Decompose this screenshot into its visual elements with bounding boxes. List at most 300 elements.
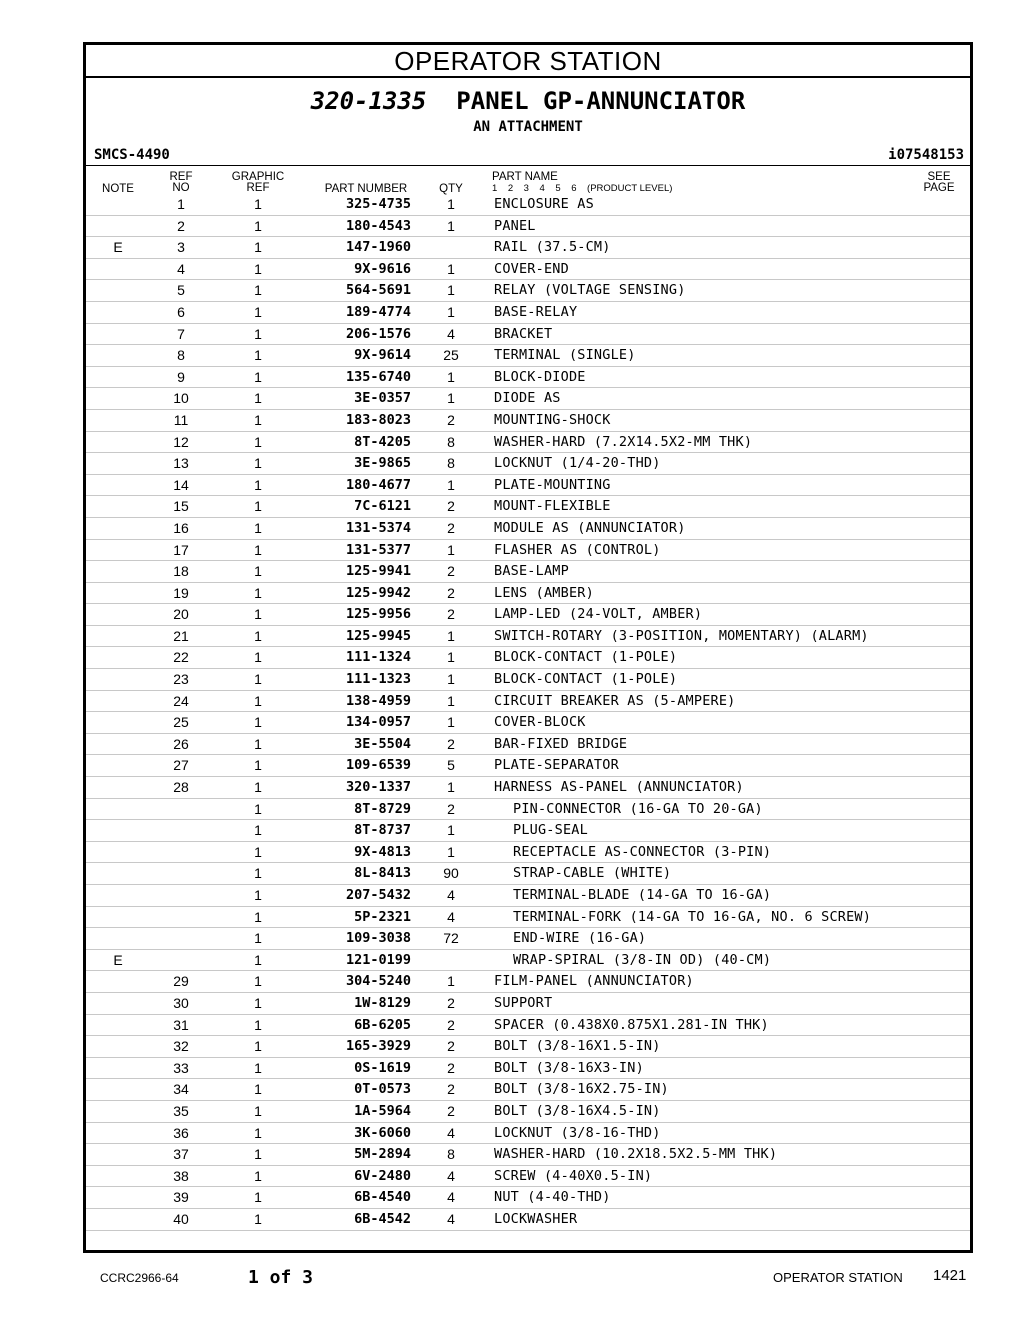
table-row [86,280,970,302]
qty-cell: 2 [447,498,455,515]
part-name-cell: FLASHER AS (CONTROL) [494,541,661,558]
graphic-ref-cell: 1 [254,217,262,234]
part-number-cell: 564-5691 [345,282,411,299]
ref-no-cell: 30 [173,994,189,1011]
graphic-ref-cell: 1 [254,627,262,644]
table-row [86,626,970,648]
part-name-cell: LENS (AMBER) [494,584,594,601]
table-row [86,345,970,367]
table-row [86,1166,970,1188]
part-number-cell: 9X-9614 [354,347,411,364]
part-name-cell: SPACER (0.438X0.875X1.281-IN THK) [494,1016,769,1033]
group-subtitle: AN ATTACHMENT [473,119,583,135]
part-number-cell: 0S-1619 [354,1059,411,1076]
part-name-cell: PLATE-SEPARATOR [494,757,619,774]
ref-no-cell: 2 [177,217,185,234]
table-row [86,1079,970,1101]
graphic-ref-cell: 1 [254,260,262,277]
qty-cell: 1 [447,196,455,212]
qty-cell: 4 [447,1124,455,1141]
part-number-cell: 121-0199 [345,951,411,968]
graphic-ref-cell: 1 [254,325,262,342]
graphic-ref-cell: 1 [254,951,262,968]
qty-cell: 8 [447,1146,455,1163]
qty-cell: 72 [443,930,459,947]
ref-no-cell: 38 [173,1167,189,1184]
table-row [86,691,970,713]
graphic-ref-cell: 1 [254,714,262,731]
qty-cell: 4 [447,1210,455,1227]
group-name: PANEL GP-ANNUNCIATOR [456,87,746,115]
part-number-cell: 8T-8737 [354,822,411,839]
part-name-cell: TERMINAL-BLADE (14-GA TO 16-GA) [513,887,772,903]
part-number-cell: 1W-8129 [354,994,411,1011]
graphic-ref-cell: 1 [254,735,262,752]
table-row [86,820,970,842]
part-number-cell: 134-0957 [345,714,411,731]
ref-no-cell: 39 [173,1189,189,1206]
qty-cell: 2 [447,735,455,752]
graphic-ref-cell: 1 [254,843,262,860]
part-number-cell: 8T-4205 [354,433,411,450]
table-row [86,237,970,259]
graphic-ref-cell: 1 [254,930,262,947]
part-name-cell: BOLT (3/8-16X4.5-IN) [494,1102,661,1119]
footer-page-indicator: 1 of 3 [248,1267,314,1288]
qty-cell: 1 [447,843,455,860]
qty-cell: 2 [447,800,455,817]
part-number-cell: 3E-5504 [354,735,411,752]
qty-cell: 25 [443,347,459,364]
qty-cell: 4 [447,887,455,903]
part-name-cell: END-WIRE (16-GA) [513,930,647,947]
graphic-ref-cell: 1 [254,757,262,774]
table-row [86,604,970,626]
qty-cell: 1 [447,671,455,688]
graphic-ref-cell: 1 [254,692,262,709]
graphic-ref-cell: 1 [254,347,262,364]
part-number-cell: 8L-8413 [354,865,411,882]
ref-no-cell: 17 [173,541,189,558]
graphic-ref-cell: 1 [254,1038,262,1055]
part-number-cell: 325-4735 [345,196,411,212]
qty-cell: 1 [447,217,455,234]
graphic-ref-cell: 1 [254,519,262,536]
table-row [86,259,970,281]
part-number-cell: 1A-5964 [354,1102,411,1119]
part-number-cell: 3E-9865 [354,455,411,472]
graphic-ref-cell: 1 [254,908,262,925]
table-row [86,583,970,605]
part-number-cell: 6B-4542 [354,1210,411,1227]
ref-no-cell: 13 [173,455,189,472]
part-name-cell: LOCKNUT (3/8-16-THD) [494,1124,661,1141]
table-row [86,799,970,821]
table-row [86,928,970,950]
header-see-line2: PAGE [923,182,955,194]
qty-cell: 2 [447,1016,455,1033]
part-number-cell: 183-8023 [345,411,411,428]
ref-no-cell: 6 [177,303,185,320]
note-cell: E [113,951,123,968]
header-ref-line1: REF [169,171,193,183]
part-number-cell: 131-5377 [345,541,411,558]
part-name-cell: LOCKWASHER [494,1210,578,1227]
table-row [86,1144,970,1166]
ref-no-cell: 26 [173,735,189,752]
part-name-cell: PIN-CONNECTOR (16-GA TO 20-GA) [513,800,763,817]
ref-no-cell: 25 [173,714,189,731]
table-row [86,885,970,907]
ref-no-cell: 29 [173,973,189,990]
part-number-cell: 180-4543 [345,217,411,234]
part-name-cell: NUT (4-40-THD) [494,1189,611,1206]
graphic-ref-cell: 1 [254,671,262,688]
footer-doc-code: CCRC2966-64 [100,1271,179,1285]
part-name-cell: MOUNTING-SHOCK [494,411,611,428]
table-row [86,324,970,346]
ref-no-cell: 22 [173,649,189,666]
part-name-cell: SWITCH-ROTARY (3-POSITION, MOMENTARY) (ALARM) [494,627,869,644]
part-name-cell: ENCLOSURE AS [494,196,594,212]
part-name-cell: WRAP-SPIRAL (3/8-IN OD) (40-CM) [513,951,772,968]
graphic-ref-cell: 1 [254,1146,262,1163]
graphic-ref-cell: 1 [254,541,262,558]
qty-cell: 8 [447,455,455,472]
graphic-ref-cell: 1 [254,649,262,666]
graphic-ref-cell: 1 [254,196,262,212]
part-number-cell: 180-4677 [345,476,411,493]
graphic-ref-cell: 1 [254,303,262,320]
part-name-cell: BAR-FIXED BRIDGE [494,735,628,752]
header-note: NOTE [102,183,134,195]
graphic-ref-cell: 1 [254,1016,262,1033]
table-row [86,1036,970,1058]
ref-no-cell: 24 [173,692,189,709]
graphic-ref-cell: 1 [254,1102,262,1119]
ref-no-cell: 36 [173,1124,189,1141]
part-name-cell: TERMINAL (SINGLE) [494,347,636,364]
table-row [86,1123,970,1145]
part-name-cell: STRAP-CABLE (WHITE) [513,865,672,882]
table-row [86,842,970,864]
part-name-cell: BLOCK-DIODE [494,368,586,385]
part-name-cell: BLOCK-CONTACT (1-POLE) [494,671,678,688]
qty-cell: 1 [447,627,455,644]
part-name-cell: WASHER-HARD (7.2X14.5X2-MM THK) [494,433,753,450]
qty-cell: 5 [447,757,455,774]
graphic-ref-cell: 1 [254,822,262,839]
part-number-cell: 0T-0573 [354,1081,411,1098]
header-graphic-line2: REF [246,182,270,194]
part-name-cell: RECEPTACLE AS-CONNECTOR (3-PIN) [513,843,772,860]
qty-cell: 1 [447,303,455,320]
part-name-cell: PANEL [494,217,536,234]
part-number-cell: 165-3929 [345,1038,411,1055]
header-graphic-line1: GRAPHIC [231,171,285,183]
table-row [86,669,970,691]
ref-no-cell: 9 [177,368,185,385]
graphic-ref-cell: 1 [254,606,262,623]
part-name-cell: RELAY (VOLTAGE SENSING) [494,282,686,299]
graphic-ref-cell: 1 [254,865,262,882]
ref-no-cell: 3 [177,239,185,256]
part-number-cell: 125-9941 [345,563,411,580]
part-number-cell: 111-1324 [345,649,411,666]
graphic-ref-cell: 1 [254,390,262,407]
graphic-ref-cell: 1 [254,282,262,299]
part-name-cell: SUPPORT [494,994,553,1011]
ref-no-cell: 10 [173,390,189,407]
header-product-levels: 1 2 3 4 5 6 (PRODUCT LEVEL) [492,183,673,194]
graphic-ref-cell: 1 [254,800,262,817]
table-row [86,907,970,929]
graphic-ref-cell: 1 [254,1081,262,1098]
qty-cell: 4 [447,1167,455,1184]
table-row [86,971,970,993]
part-name-cell: BOLT (3/8-16X1.5-IN) [494,1038,661,1055]
ref-no-cell: 28 [173,779,189,796]
part-number-cell: 125-9942 [345,584,411,601]
graphic-ref-cell: 1 [254,455,262,472]
part-name-cell: PLUG-SEAL [513,822,588,839]
ref-no-cell: 32 [173,1038,189,1055]
table-row [86,496,970,518]
part-number-cell: 147-1960 [345,239,411,256]
footer-section-name: OPERATOR STATION [773,1270,903,1285]
qty-cell: 4 [447,908,455,925]
graphic-ref-cell: 1 [254,563,262,580]
qty-cell: 1 [447,390,455,407]
graphic-ref-cell: 1 [254,994,262,1011]
part-number-cell: 8T-8729 [354,800,411,817]
graphic-ref-cell: 1 [254,973,262,990]
part-number-cell: 6B-6205 [354,1016,411,1033]
note-cell: E [113,239,123,256]
header-part-number: PART NUMBER [324,183,408,195]
ref-no-cell: 4 [177,260,185,277]
qty-cell: 1 [447,368,455,385]
smcs-code: SMCS-4490 [94,147,170,163]
table-row [86,561,970,583]
graphic-ref-cell: 1 [254,1124,262,1141]
part-name-cell: MOUNT-FLEXIBLE [494,498,611,515]
part-number-cell: 109-3038 [345,930,411,947]
qty-cell: 1 [447,779,455,796]
ref-no-cell: 14 [173,476,189,493]
table-row [86,777,970,799]
qty-cell: 8 [447,433,455,450]
graphic-ref-cell: 1 [254,779,262,796]
header-part-name: PART NAME [492,171,558,183]
part-number-cell: 7C-6121 [354,498,411,515]
graphic-ref-cell: 1 [254,1189,262,1206]
qty-cell: 1 [447,973,455,990]
part-name-cell: COVER-END [494,260,569,277]
table-row [86,367,970,389]
table-row [86,410,970,432]
table-row [86,475,970,497]
ref-no-cell: 31 [173,1016,189,1033]
ref-no-cell: 35 [173,1102,189,1119]
table-row [86,388,970,410]
qty-cell: 2 [447,606,455,623]
part-number-cell: 6B-4540 [354,1189,411,1206]
ref-no-cell: 11 [173,411,189,428]
part-name-cell: HARNESS AS-PANEL (ANNUNCIATOR) [494,779,744,796]
table-row [86,540,970,562]
table-row [86,863,970,885]
table-row [86,194,970,216]
parts-list-frame [83,42,973,1253]
header-graphic-ref [228,172,288,194]
graphic-ref-cell: 1 [254,584,262,601]
part-name-cell: CIRCUIT BREAKER AS (5-AMPERE) [494,692,736,709]
parts-table [86,194,970,1231]
qty-cell: 1 [447,714,455,731]
graphic-ref-cell: 1 [254,1210,262,1227]
table-row [86,1058,970,1080]
table-row [86,950,970,972]
part-name-cell: DIODE AS [494,390,561,407]
graphic-ref-cell: 1 [254,476,262,493]
qty-cell: 1 [447,476,455,493]
table-row [86,993,970,1015]
table-row [86,453,970,475]
part-number-cell: 3E-0357 [354,390,411,407]
graphic-ref-cell: 1 [254,498,262,515]
table-row [86,432,970,454]
ref-no-cell: 18 [173,563,189,580]
qty-cell: 1 [447,822,455,839]
part-name-cell: LAMP-LED (24-VOLT, AMBER) [494,606,703,623]
qty-cell: 1 [447,541,455,558]
part-name-cell: BASE-RELAY [494,303,578,320]
part-name-cell: PLATE-MOUNTING [494,476,611,493]
qty-cell: 2 [447,1059,455,1076]
part-number-cell: 131-5374 [345,519,411,536]
part-number-cell: 6V-2480 [354,1167,411,1184]
table-row [86,302,970,324]
part-name-cell: BOLT (3/8-16X2.75-IN) [494,1081,669,1098]
illustration-id: i07548153 [888,147,964,163]
group-part-number: 320-1335 [310,87,427,115]
part-name-cell: SCREW (4-40X0.5-IN) [494,1167,653,1184]
table-row [86,1209,970,1231]
ref-no-cell: 20 [173,606,189,623]
part-number-cell: 5M-2894 [354,1146,411,1163]
part-name-cell: BRACKET [494,325,553,342]
header-ref-line2: NO [172,182,190,194]
table-row [86,216,970,238]
part-name-cell: BLOCK-CONTACT (1-POLE) [494,649,678,666]
table-row [86,734,970,756]
qty-cell: 2 [447,411,455,428]
ref-no-cell: 23 [173,671,189,688]
part-number-cell: 125-9945 [345,627,411,644]
table-row [86,647,970,669]
ref-no-cell: 5 [177,282,185,299]
graphic-ref-cell: 1 [254,433,262,450]
graphic-ref-cell: 1 [254,411,262,428]
qty-cell: 2 [447,563,455,580]
ref-no-cell: 40 [173,1210,189,1227]
table-row [86,712,970,734]
part-number-cell: 5P-2321 [354,908,411,925]
header-divider [86,165,970,166]
ref-no-cell: 21 [173,627,189,644]
ref-no-cell: 33 [173,1059,189,1076]
ref-no-cell: 19 [173,584,189,601]
qty-cell: 2 [447,994,455,1011]
section-title: OPERATOR STATION [86,45,970,78]
part-number-cell: 189-4774 [345,303,411,320]
ref-no-cell: 7 [177,325,185,342]
table-row [86,1101,970,1123]
header-see-page [918,172,960,194]
part-name-cell: FILM-PANEL (ANNUNCIATOR) [494,973,694,990]
ref-no-cell: 1 [177,196,185,212]
table-row [86,1187,970,1209]
qty-cell: 4 [447,1189,455,1206]
table-row [86,1015,970,1037]
footer-page-number: 1421 [933,1267,967,1284]
qty-cell: 2 [447,1038,455,1055]
part-number-cell: 135-6740 [345,368,411,385]
header-ref [164,172,198,194]
header-see-line1: SEE [927,171,951,183]
qty-cell: 2 [447,1102,455,1119]
qty-cell: 1 [447,260,455,277]
part-number-cell: 304-5240 [345,973,411,990]
part-number-cell: 125-9956 [345,606,411,623]
ref-no-cell: 12 [173,433,189,450]
part-name-cell: WASHER-HARD (10.2X18.5X2.5-MM THK) [494,1146,778,1163]
table-row [86,755,970,777]
part-number-cell: 138-4959 [345,692,411,709]
part-number-cell: 9X-9616 [354,260,411,277]
graphic-ref-cell: 1 [254,1059,262,1076]
part-name-cell: BOLT (3/8-16X3-IN) [494,1059,644,1076]
header-qty: QTY [439,183,463,195]
part-name-cell: TERMINAL-FORK (14-GA TO 16-GA, NO. 6 SCREW) [513,908,872,925]
part-name-cell: BASE-LAMP [494,563,569,580]
part-number-cell: 3K-6060 [354,1124,411,1141]
qty-cell: 2 [447,519,455,536]
ref-no-cell: 8 [177,347,185,364]
part-name-cell: RAIL (37.5-CM) [494,239,611,256]
ref-no-cell: 15 [173,498,189,515]
qty-cell: 2 [447,1081,455,1098]
ref-no-cell: 16 [173,519,189,536]
ref-no-cell: 37 [173,1146,189,1163]
graphic-ref-cell: 1 [254,368,262,385]
part-number-cell: 206-1576 [345,325,411,342]
part-number-cell: 9X-4813 [354,843,411,860]
part-number-cell: 207-5432 [345,887,411,903]
group-title [86,87,970,115]
ref-no-cell: 27 [173,757,189,774]
part-name-cell: LOCKNUT (1/4-20-THD) [494,455,661,472]
part-number-cell: 111-1323 [345,671,411,688]
qty-cell: 4 [447,325,455,342]
graphic-ref-cell: 1 [254,887,262,903]
part-number-cell: 109-6539 [345,757,411,774]
part-name-cell: COVER-BLOCK [494,714,586,731]
part-name-cell: MODULE AS (ANNUNCIATOR) [494,519,686,536]
graphic-ref-cell: 1 [254,1167,262,1184]
part-number-cell: 320-1337 [345,779,411,796]
